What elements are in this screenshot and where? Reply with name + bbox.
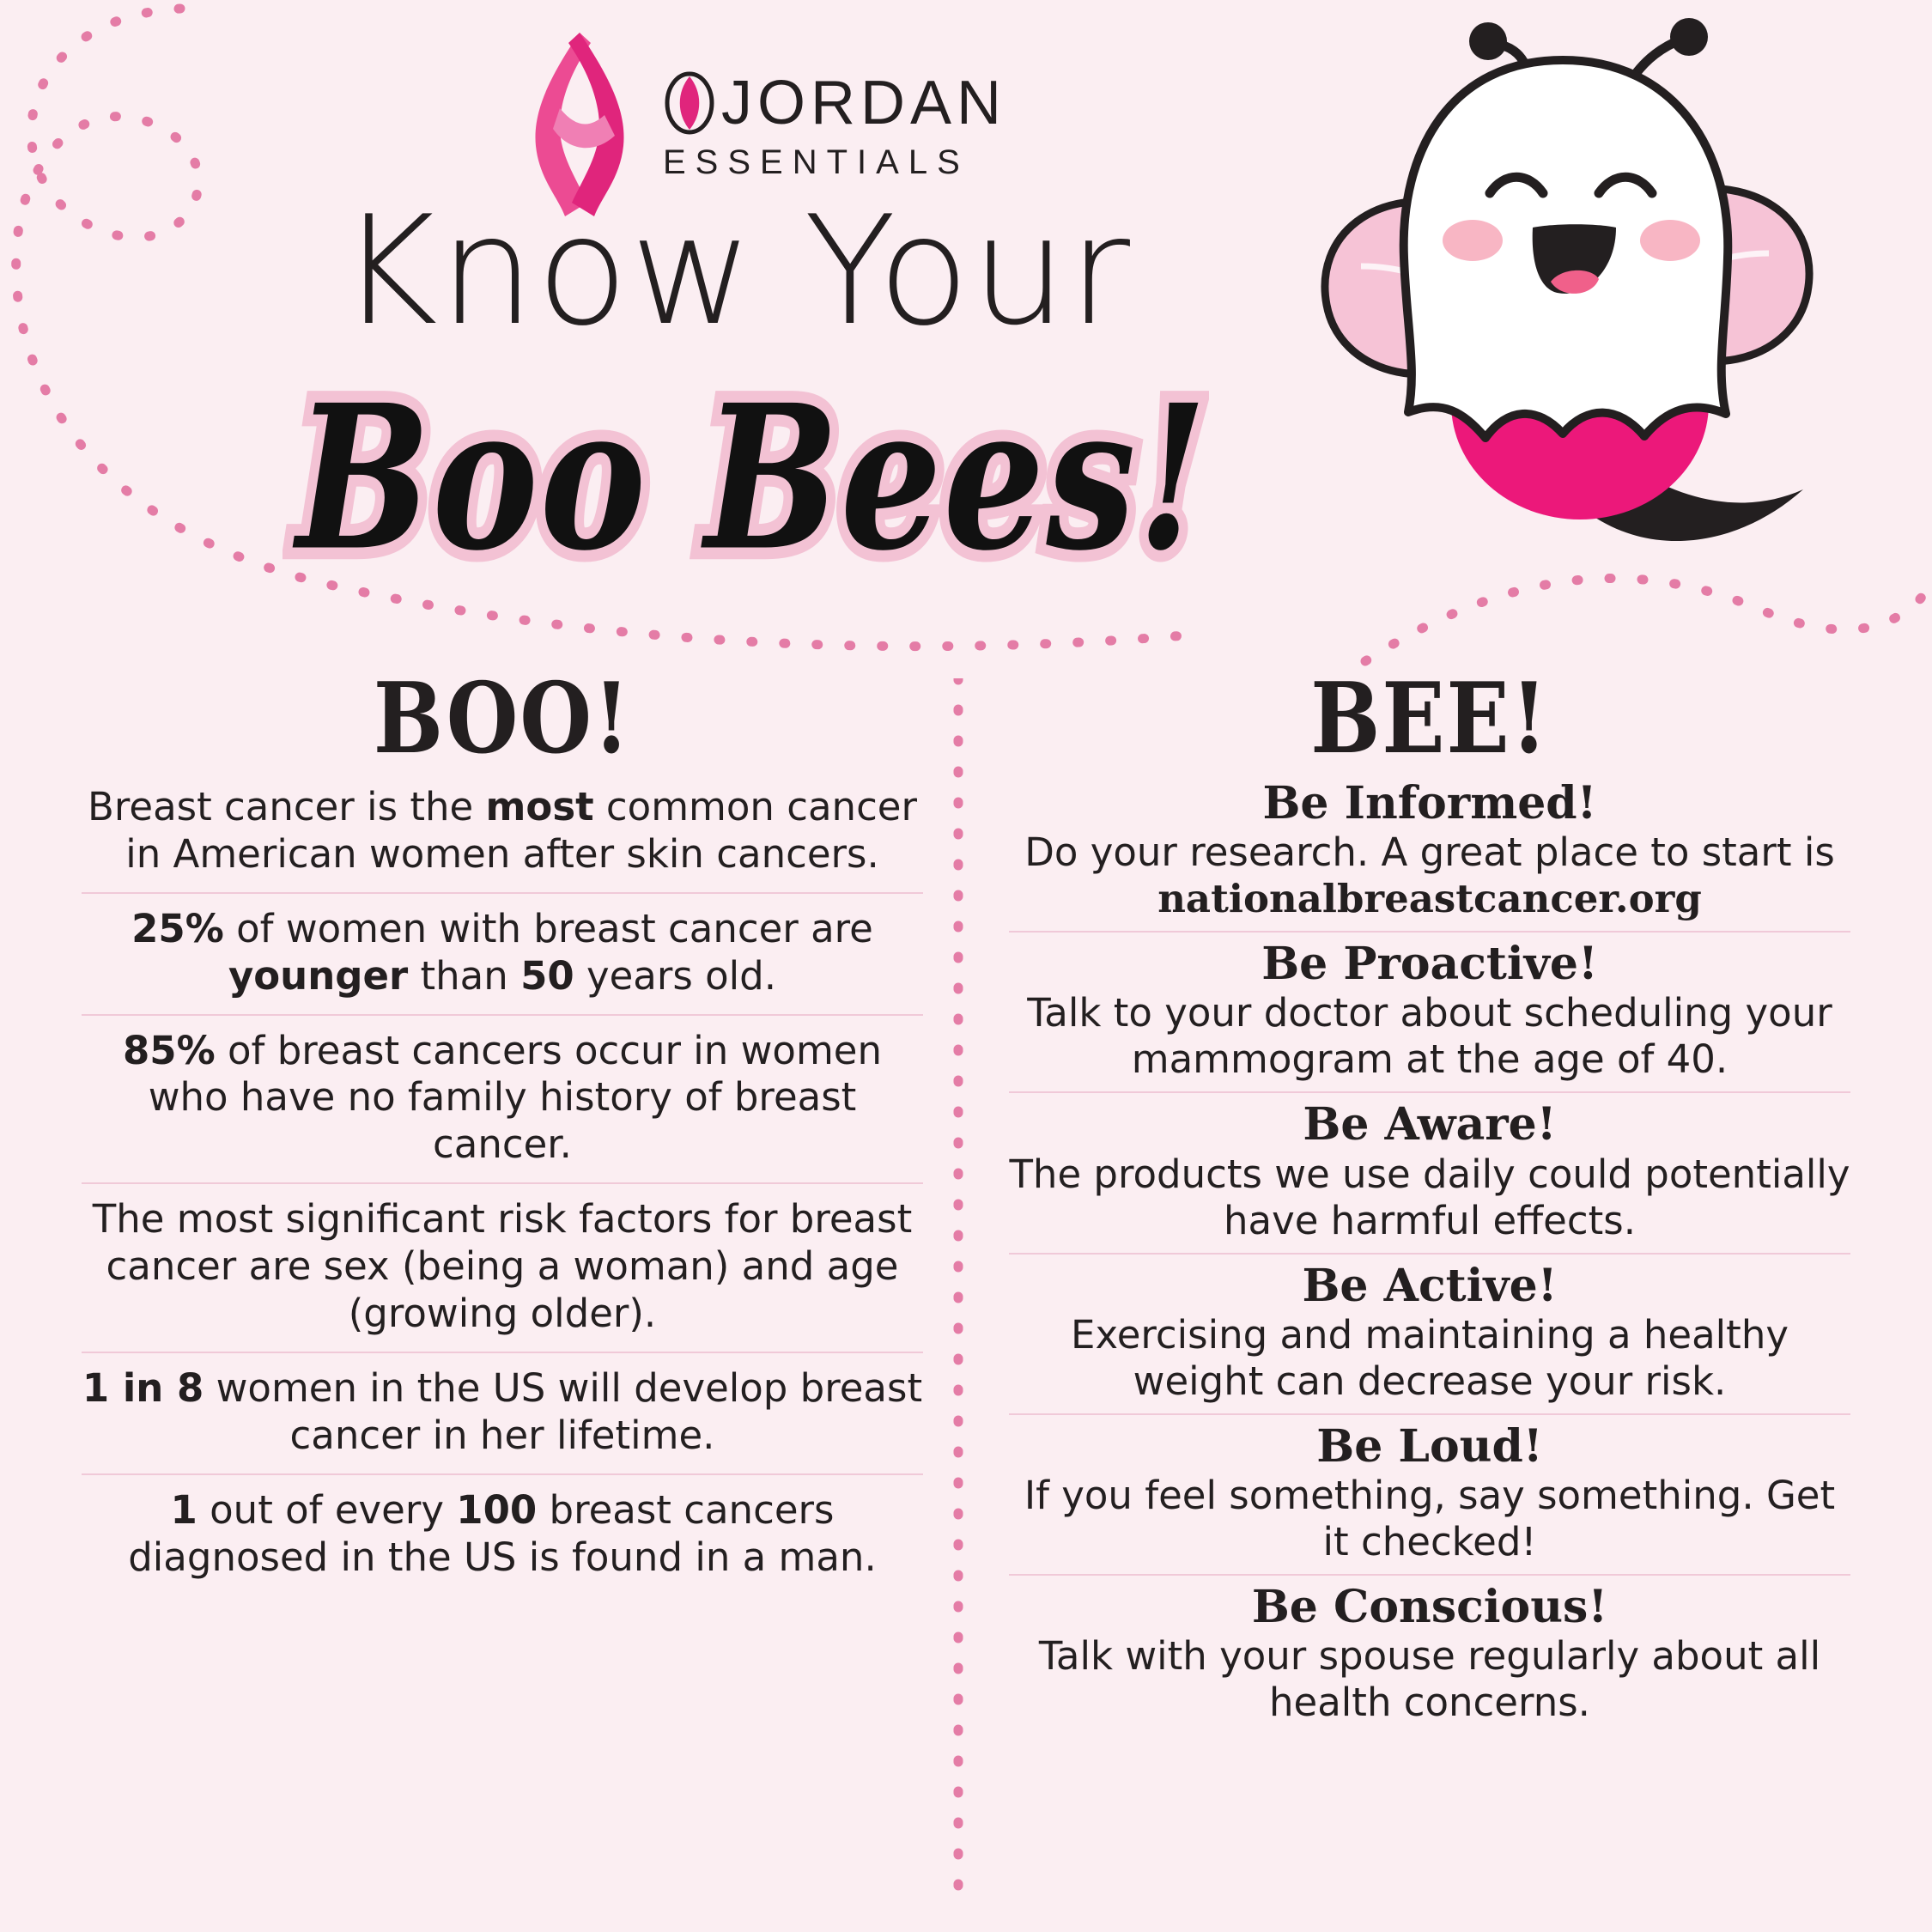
- bee-tip-body: [1009, 1151, 1850, 1244]
- bee-tip-title: Be Conscious!: [1251, 1580, 1608, 1633]
- title-line-2: Boo Bees!: [296, 361, 1209, 595]
- boo-fact: [82, 894, 923, 1016]
- body-text: than: [408, 952, 521, 999]
- content-columns: [0, 661, 1932, 1932]
- bee-tip: [1009, 772, 1850, 933]
- emphasis-text: 1 in 8: [82, 1364, 204, 1411]
- body-text: out of every: [197, 1486, 457, 1533]
- body-text: Do your research. A great place to start is: [1024, 829, 1835, 876]
- body-text: women in the US will develop breast cancer in her lifetime.: [204, 1364, 923, 1458]
- bee-tip-body: [1009, 1473, 1850, 1565]
- body-text: breast cancers diagnosed in the US is found in a man.: [128, 1486, 877, 1580]
- body-text: Talk with your spouse regularly about all health concerns.: [1038, 1633, 1821, 1726]
- bee-tip-title: Be Loud!: [1316, 1419, 1543, 1473]
- boo-fact: [82, 1475, 923, 1595]
- body-text: Breast cancer is the: [88, 784, 486, 829]
- bee-tip-body: [1009, 1633, 1850, 1726]
- bee-heading: BEE!: [1310, 661, 1549, 776]
- bee-tip-title: Be Proactive!: [1261, 938, 1598, 991]
- body-text: of breast cancers occur in women who have no family history of breast cancer.: [148, 1027, 882, 1168]
- emphasis-text: 1: [170, 1486, 197, 1533]
- emphasis-text: nationalbreastcancer.org: [1157, 876, 1702, 922]
- body-text: years old.: [574, 952, 777, 999]
- boo-fact: [82, 1184, 923, 1353]
- bee-tip-list: [1009, 772, 1850, 1735]
- boo-column: [52, 661, 953, 1932]
- bee-tip-title: Be Aware!: [1303, 1098, 1557, 1151]
- body-text: common cancer in American women after skin cancers.: [125, 784, 917, 877]
- boo-heading: BOO!: [373, 661, 632, 776]
- body-text: Talk to your doctor about scheduling your mammogram at the age of 40.: [1027, 990, 1832, 1083]
- brand-name: JORDAN: [721, 69, 1007, 137]
- bee-tip: [1009, 1415, 1850, 1576]
- bee-tip: [1009, 1576, 1850, 1735]
- bee-tip: [1009, 1255, 1850, 1415]
- bee-tip-body: [1009, 829, 1850, 922]
- brand-sub: ESSENTIALS: [663, 143, 969, 181]
- body-text: The products we use daily could potentially have harmful effects.: [1009, 1151, 1850, 1243]
- body-text: of women with breast cancer are: [223, 905, 873, 951]
- title-line-1: Know Your: [339, 185, 1133, 359]
- emphasis-text: 25%: [131, 905, 224, 951]
- emphasis-text: 50: [520, 952, 574, 999]
- emphasis-text: 100: [456, 1486, 538, 1533]
- bee-tip: [1009, 1093, 1850, 1254]
- bee-tip-title: Be Active!: [1302, 1259, 1558, 1312]
- bee-column: [979, 661, 1880, 1932]
- bee-tip-body: [1009, 990, 1850, 1083]
- bee-tip-title: Be Informed!: [1262, 777, 1597, 829]
- body-text: Exercising and maintaining a healthy weight can decrease your risk.: [1071, 1311, 1789, 1404]
- leaf-icon: [659, 70, 720, 137]
- bee-tip: [1009, 933, 1850, 1093]
- boo-fact: [82, 772, 923, 894]
- body-text: The most significant risk factors for breast cancer are sex (being a woman) and age (growing older).: [92, 1196, 913, 1337]
- boo-fact-list: [82, 772, 923, 1595]
- emphasis-text: 85%: [123, 1027, 216, 1073]
- boo-fact: [82, 1016, 923, 1185]
- body-text: If you feel something, say something. Get it checked!: [1024, 1472, 1836, 1564]
- bee-tip-body: [1009, 1312, 1850, 1405]
- boo-fact: [82, 1353, 923, 1475]
- emphasis-text: younger: [228, 952, 409, 999]
- header: [0, 0, 1932, 653]
- emphasis-text: most: [485, 784, 594, 829]
- ghost-bee-illustration: [1279, 9, 1829, 627]
